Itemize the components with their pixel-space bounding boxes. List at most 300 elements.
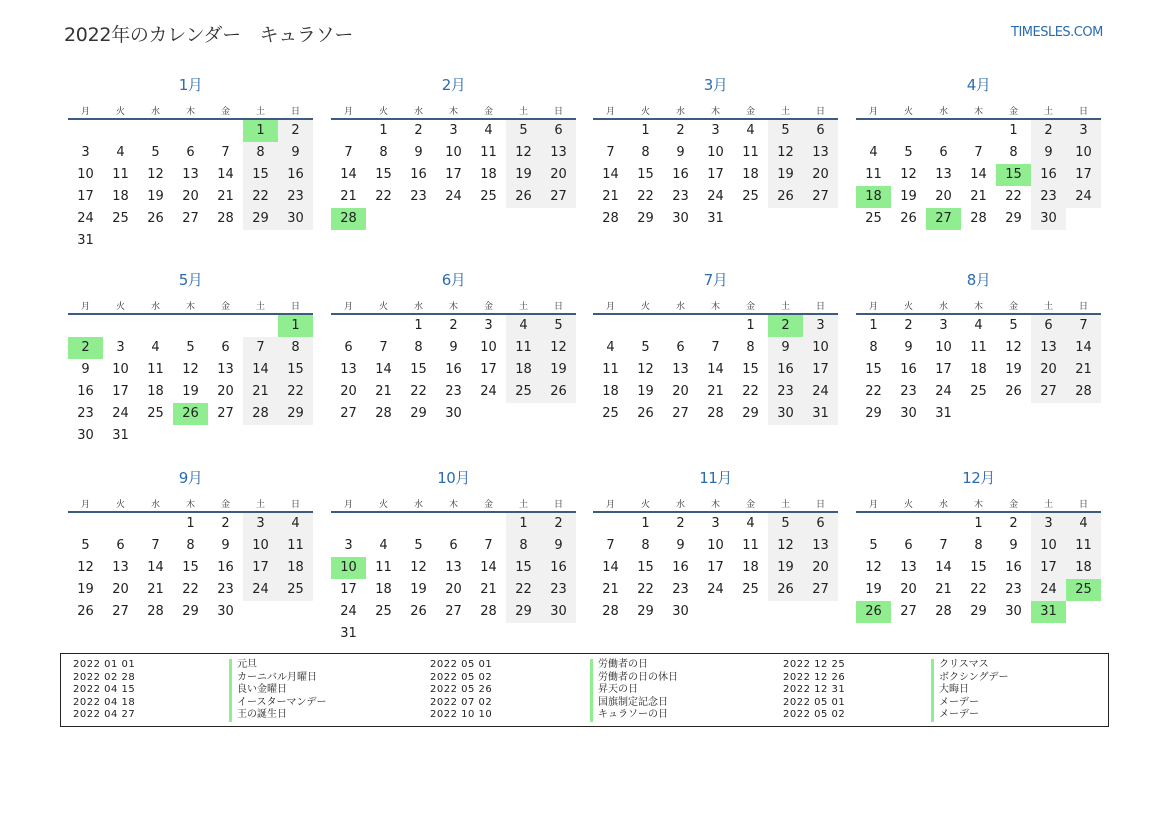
day-cell: 15: [182, 560, 199, 575]
day-cell: 8: [243, 142, 278, 164]
day-cell: 5: [414, 538, 423, 553]
weekday-label: 火: [378, 500, 388, 510]
day-cell: 1: [641, 123, 650, 138]
day-cell: 2: [449, 318, 458, 333]
weekday-label: 火: [378, 107, 388, 117]
holiday-date: 2022 05 02: [783, 709, 846, 720]
day-cell: 3: [1066, 120, 1101, 142]
day-cell: 29: [865, 406, 882, 421]
day-cell: 5: [541, 315, 576, 337]
day-cell: 8: [414, 340, 423, 355]
day-cell: 18: [480, 167, 497, 182]
day-cell: 21: [935, 582, 952, 597]
weekday-label: 火: [640, 107, 650, 117]
day-cell: 29: [1005, 211, 1022, 226]
day-cell: 17: [707, 167, 724, 182]
holiday-day-cell: 10: [331, 557, 366, 579]
day-cell: 27: [1031, 381, 1066, 403]
weekday-label: 金: [483, 302, 493, 312]
day-cell: 22: [865, 384, 882, 399]
day-cell: 30: [1031, 208, 1066, 230]
day-cell: 2: [676, 516, 685, 531]
day-cell: 16: [77, 384, 94, 399]
holiday-date: 2022 05 01: [783, 696, 846, 708]
weekday-label: 木: [710, 302, 720, 312]
day-cell: 31: [340, 626, 357, 641]
day-cell: 16: [672, 560, 689, 575]
day-cell: 10: [445, 145, 462, 160]
holiday-name: 労働者の日: [590, 659, 648, 672]
day-cell: 16: [1031, 164, 1066, 186]
weekday-label: 火: [903, 500, 913, 510]
day-cell: 24: [803, 381, 838, 403]
day-cell: 8: [641, 145, 650, 160]
day-cell: 3: [711, 516, 720, 531]
day-cell: 12: [541, 337, 576, 359]
day-cell: 21: [970, 189, 987, 204]
month-6: [331, 267, 576, 457]
day-cell: 19: [147, 189, 164, 204]
day-cell: 27: [803, 186, 838, 208]
day-cell: 1: [414, 318, 423, 333]
day-cell: 10: [1031, 535, 1066, 557]
day-cell: 1: [186, 516, 195, 531]
day-cell: 25: [147, 406, 164, 421]
day-cell: 6: [221, 340, 230, 355]
day-cell: 24: [1031, 579, 1066, 601]
day-cell: 9: [676, 145, 685, 160]
holiday-entry: [61, 709, 1101, 722]
day-cell: 28: [707, 406, 724, 421]
weekday-label: 日: [815, 302, 825, 312]
day-cell: 1: [379, 123, 388, 138]
day-cell: 23: [900, 384, 917, 399]
month-title: 2月: [441, 76, 466, 94]
day-cell: 7: [344, 145, 353, 160]
month-title: 1月: [178, 76, 203, 94]
day-cell: 6: [904, 538, 913, 553]
day-cell: 19: [410, 582, 427, 597]
weekday-label: 日: [290, 107, 300, 117]
day-cell: 24: [445, 189, 462, 204]
day-cell: 10: [480, 340, 497, 355]
day-cell: 7: [221, 145, 230, 160]
day-cell: 11: [480, 145, 497, 160]
weekday-label: 月: [868, 107, 878, 117]
day-cell: 15: [637, 167, 654, 182]
day-cell: 24: [480, 384, 497, 399]
day-cell: 28: [935, 604, 952, 619]
day-cell: 25: [970, 384, 987, 399]
day-cell: 6: [186, 145, 195, 160]
day-cell: 20: [1031, 359, 1066, 381]
day-cell: 24: [935, 384, 952, 399]
day-cell: 3: [81, 145, 90, 160]
weekday-label: 木: [448, 302, 458, 312]
day-cell: 12: [182, 362, 199, 377]
day-cell: 6: [541, 120, 576, 142]
day-cell: 17: [1031, 557, 1066, 579]
day-cell: 16: [541, 557, 576, 579]
weekday-label: 金: [483, 107, 493, 117]
day-cell: 17: [707, 560, 724, 575]
day-cell: 30: [77, 428, 94, 443]
weekday-label: 日: [553, 302, 563, 312]
day-cell: 25: [506, 381, 541, 403]
day-cell: 4: [484, 123, 493, 138]
month-title: 6月: [441, 271, 466, 289]
day-cell: 10: [935, 340, 952, 355]
day-cell: 15: [410, 362, 427, 377]
day-cell: 2: [541, 513, 576, 535]
day-cell: 20: [803, 557, 838, 579]
day-cell: 4: [506, 315, 541, 337]
month-2: [331, 72, 576, 262]
day-cell: 18: [112, 189, 129, 204]
weekday-label: 月: [605, 500, 615, 510]
weekday-label: 金: [220, 302, 230, 312]
holiday-date: 2022 12 26: [783, 671, 846, 683]
day-cell: 24: [243, 579, 278, 601]
day-cell: 19: [506, 164, 541, 186]
day-cell: 4: [746, 516, 755, 531]
day-cell: 24: [707, 189, 724, 204]
day-cell: 6: [939, 145, 948, 160]
day-cell: 3: [449, 123, 458, 138]
day-cell: 28: [970, 211, 987, 226]
weekday-label: 金: [220, 107, 230, 117]
day-cell: 26: [637, 406, 654, 421]
day-cell: 4: [379, 538, 388, 553]
day-cell: 25: [480, 189, 497, 204]
day-cell: 19: [637, 384, 654, 399]
weekday-label: 水: [150, 500, 160, 510]
day-cell: 9: [221, 538, 230, 553]
holiday-date: 2022 05 26: [430, 684, 493, 695]
day-cell: 20: [541, 164, 576, 186]
day-cell: 27: [900, 604, 917, 619]
day-cell: 18: [1066, 557, 1101, 579]
day-cell: 13: [900, 560, 917, 575]
day-cell: 28: [602, 604, 619, 619]
day-cell: 15: [865, 362, 882, 377]
day-cell: 4: [1066, 513, 1101, 535]
weekday-label: 火: [115, 107, 125, 117]
day-cell: 28: [147, 604, 164, 619]
day-cell: 26: [768, 186, 803, 208]
weekday-label: 月: [80, 302, 90, 312]
day-cell: 19: [1005, 362, 1022, 377]
day-cell: 10: [707, 145, 724, 160]
day-cell: 17: [935, 362, 952, 377]
holiday-date: 2022 02 28: [73, 671, 136, 683]
day-cell: 22: [1005, 189, 1022, 204]
weekday-label: 金: [745, 500, 755, 510]
holiday-date: 2022 05 02: [430, 671, 493, 683]
weekday-label: 水: [413, 302, 423, 312]
month-title: 5月: [178, 271, 203, 289]
weekday-label: 土: [518, 500, 528, 510]
day-cell: 23: [217, 582, 234, 597]
day-cell: 22: [506, 579, 541, 601]
day-cell: 26: [410, 604, 427, 619]
day-cell: 6: [676, 340, 685, 355]
day-cell: 12: [865, 560, 882, 575]
day-cell: 21: [1066, 359, 1101, 381]
weekday-label: 火: [115, 302, 125, 312]
day-cell: 17: [112, 384, 129, 399]
day-cell: 25: [375, 604, 392, 619]
holiday-entry: [61, 697, 1101, 710]
day-cell: 11: [278, 535, 313, 557]
day-cell: 11: [602, 362, 619, 377]
weekday-label: 木: [185, 302, 195, 312]
day-cell: 21: [480, 582, 497, 597]
day-cell: 12: [410, 560, 427, 575]
month-title: 10月: [437, 469, 470, 487]
weekday-label: 金: [745, 107, 755, 117]
day-cell: 23: [445, 384, 462, 399]
holiday-date: 2022 04 27: [73, 709, 136, 720]
month-title: 3月: [703, 76, 728, 94]
day-cell: 29: [506, 601, 541, 623]
day-cell: 4: [606, 340, 615, 355]
weekday-label: 月: [343, 500, 353, 510]
day-cell: 27: [445, 604, 462, 619]
weekday-label: 水: [675, 302, 685, 312]
day-cell: 23: [410, 189, 427, 204]
day-cell: 5: [641, 340, 650, 355]
day-cell: 21: [375, 384, 392, 399]
day-cell: 8: [974, 538, 983, 553]
holiday-entry: [61, 672, 1101, 685]
day-cell: 8: [746, 340, 755, 355]
weekday-label: 金: [745, 302, 755, 312]
day-cell: 12: [77, 560, 94, 575]
month-5: [68, 267, 313, 457]
day-cell: 14: [243, 359, 278, 381]
day-cell: 21: [602, 189, 619, 204]
day-cell: 22: [637, 189, 654, 204]
day-cell: 29: [243, 208, 278, 230]
day-cell: 8: [641, 538, 650, 553]
day-cell: 24: [707, 582, 724, 597]
day-cell: 3: [344, 538, 353, 553]
day-cell: 19: [768, 557, 803, 579]
holiday-day-cell: 1: [243, 120, 278, 142]
holiday-day-cell: 25: [1066, 579, 1101, 601]
day-cell: 16: [410, 167, 427, 182]
holiday-date: 2022 04 15: [73, 684, 136, 695]
header-rule: [68, 313, 313, 315]
weekday-label: 水: [938, 302, 948, 312]
weekday-label: 水: [938, 107, 948, 117]
day-cell: 30: [900, 406, 917, 421]
day-cell: 23: [1031, 186, 1066, 208]
weekday-label: 火: [640, 500, 650, 510]
day-cell: 16: [768, 359, 803, 381]
holiday-name: 大晦日: [931, 684, 969, 697]
month-title: 9月: [178, 469, 203, 487]
day-cell: 10: [112, 362, 129, 377]
holiday-name: 労働者の日の休日: [590, 672, 678, 685]
day-cell: 15: [742, 362, 759, 377]
day-cell: 6: [1031, 315, 1066, 337]
day-cell: 22: [637, 582, 654, 597]
day-cell: 17: [340, 582, 357, 597]
day-cell: 15: [970, 560, 987, 575]
day-cell: 8: [379, 145, 388, 160]
day-cell: 21: [243, 381, 278, 403]
day-cell: 26: [541, 381, 576, 403]
month-title: 11月: [699, 469, 732, 487]
weekday-label: 水: [150, 302, 160, 312]
day-cell: 23: [672, 582, 689, 597]
weekday-label: 日: [815, 500, 825, 510]
day-cell: 20: [803, 164, 838, 186]
weekday-label: 木: [710, 107, 720, 117]
day-cell: 23: [77, 406, 94, 421]
day-cell: 31: [112, 428, 129, 443]
day-cell: 13: [541, 142, 576, 164]
weekday-label: 日: [553, 107, 563, 117]
page-title: 2022年のカレンダー キュラソー: [64, 24, 354, 46]
month-title: 4月: [966, 76, 991, 94]
day-cell: 18: [506, 359, 541, 381]
day-cell: 25: [602, 406, 619, 421]
weekday-label: 木: [973, 107, 983, 117]
weekday-label: 木: [973, 500, 983, 510]
day-cell: 21: [707, 384, 724, 399]
day-cell: 18: [602, 384, 619, 399]
weekday-label: 木: [185, 107, 195, 117]
day-cell: 9: [1009, 538, 1018, 553]
holiday-name: 元旦: [229, 659, 257, 672]
day-cell: 20: [112, 582, 129, 597]
weekday-label: 土: [255, 107, 265, 117]
day-cell: 21: [217, 189, 234, 204]
day-cell: 28: [375, 406, 392, 421]
weekday-label: 火: [640, 302, 650, 312]
day-cell: 7: [711, 340, 720, 355]
day-cell: 3: [243, 513, 278, 535]
day-cell: 12: [506, 142, 541, 164]
day-cell: 18: [278, 557, 313, 579]
day-cell: 14: [375, 362, 392, 377]
day-cell: 22: [375, 189, 392, 204]
day-cell: 26: [1005, 384, 1022, 399]
day-cell: 14: [935, 560, 952, 575]
day-cell: 12: [768, 142, 803, 164]
day-cell: 2: [676, 123, 685, 138]
weekday-label: 月: [80, 107, 90, 117]
day-cell: 26: [900, 211, 917, 226]
weekday-label: 月: [80, 500, 90, 510]
day-cell: 24: [340, 604, 357, 619]
day-cell: 10: [1066, 142, 1101, 164]
day-cell: 9: [904, 340, 913, 355]
day-cell: 13: [803, 142, 838, 164]
weekday-label: 金: [220, 500, 230, 510]
day-cell: 27: [112, 604, 129, 619]
day-cell: 19: [541, 359, 576, 381]
day-cell: 19: [865, 582, 882, 597]
weekday-label: 木: [973, 302, 983, 312]
day-cell: 13: [182, 167, 199, 182]
holiday-name: メーデー: [931, 697, 979, 710]
day-cell: 5: [904, 145, 913, 160]
holiday-name: ボクシングデー: [931, 672, 1009, 685]
day-cell: 25: [865, 211, 882, 226]
weekday-label: 木: [710, 500, 720, 510]
day-cell: 30: [217, 604, 234, 619]
site-label[interactable]: TIMESLES.COM: [1011, 25, 1103, 40]
day-cell: 19: [768, 164, 803, 186]
day-cell: 20: [340, 384, 357, 399]
month-title: 7月: [703, 271, 728, 289]
day-cell: 10: [707, 538, 724, 553]
day-cell: 5: [1009, 318, 1018, 333]
day-cell: 13: [935, 167, 952, 182]
day-cell: 5: [81, 538, 90, 553]
weekday-label: 土: [255, 302, 265, 312]
day-cell: 2: [1009, 516, 1018, 531]
day-cell: 11: [147, 362, 164, 377]
day-cell: 7: [243, 337, 278, 359]
day-cell: 4: [869, 145, 878, 160]
day-cell: 29: [410, 406, 427, 421]
weekday-label: 土: [780, 302, 790, 312]
holiday-day-cell: 2: [68, 337, 103, 359]
day-cell: 31: [935, 406, 952, 421]
day-cell: 18: [970, 362, 987, 377]
weekday-label: 水: [675, 500, 685, 510]
day-cell: 26: [768, 579, 803, 601]
day-cell: 28: [1066, 381, 1101, 403]
day-cell: 20: [445, 582, 462, 597]
day-cell: 13: [803, 535, 838, 557]
day-cell: 1: [641, 516, 650, 531]
day-cell: 15: [243, 164, 278, 186]
day-cell: 6: [449, 538, 458, 553]
weekday-label: 土: [1043, 500, 1053, 510]
day-cell: 19: [77, 582, 94, 597]
weekday-label: 水: [150, 107, 160, 117]
day-cell: 23: [1005, 582, 1022, 597]
day-cell: 16: [1005, 560, 1022, 575]
day-cell: 6: [116, 538, 125, 553]
day-cell: 7: [151, 538, 160, 553]
day-cell: 5: [506, 120, 541, 142]
day-cell: 22: [410, 384, 427, 399]
day-cell: 23: [672, 189, 689, 204]
day-cell: 8: [186, 538, 195, 553]
weekday-label: 水: [413, 107, 423, 117]
day-cell: 28: [480, 604, 497, 619]
holiday-date: 2022 04 18: [73, 696, 136, 708]
day-cell: 13: [672, 362, 689, 377]
day-cell: 22: [742, 384, 759, 399]
weekday-label: 土: [518, 107, 528, 117]
day-cell: 6: [803, 513, 838, 535]
day-cell: 12: [637, 362, 654, 377]
day-cell: 20: [935, 189, 952, 204]
day-cell: 1: [506, 513, 541, 535]
weekday-label: 水: [675, 107, 685, 117]
holiday-name: 王の誕生日: [229, 709, 287, 722]
day-cell: 10: [77, 167, 94, 182]
holiday-day-cell: 26: [173, 403, 208, 425]
